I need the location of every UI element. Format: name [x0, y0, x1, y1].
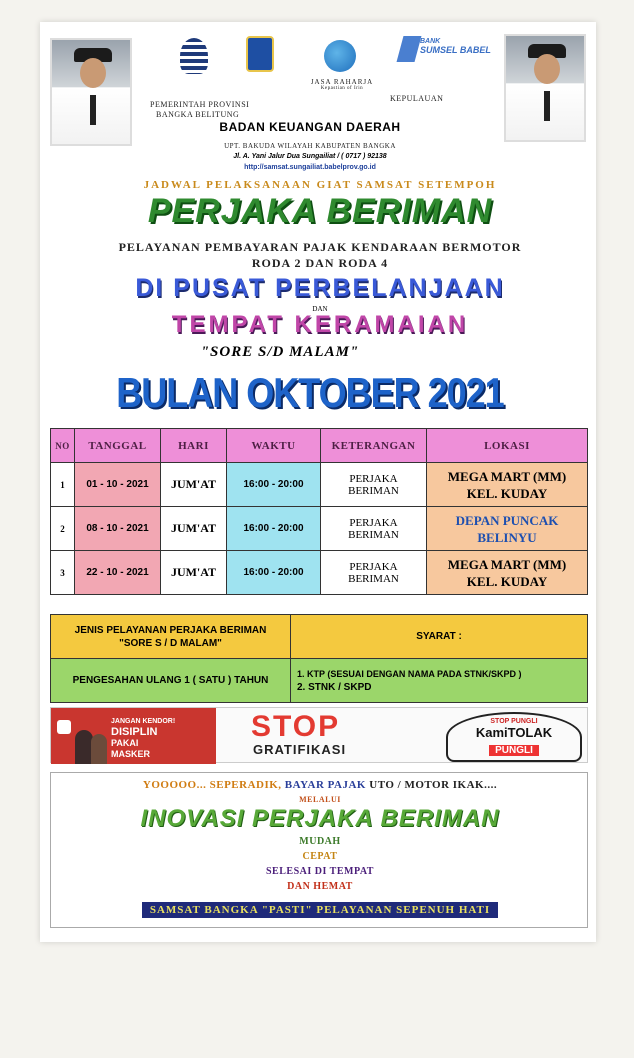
person-icon: [91, 734, 107, 764]
bank-logo-icon: [397, 36, 422, 62]
campaign-banners: [50, 707, 588, 763]
row-number: 3: [51, 551, 75, 595]
benefit-hemat: DAN HEMAT: [287, 881, 353, 892]
table-header-row: [51, 429, 588, 463]
row-number: 2: [51, 507, 75, 551]
government-name: PEMERINTAH PROVINSI BANGKA BELITUNG: [150, 100, 250, 119]
row-location: DEPAN PUNCAK BELINYU: [427, 507, 588, 551]
row-location: MEGA MART (MM) KEL. KUDAY: [427, 551, 588, 595]
stop-gratification-title: STOP: [251, 710, 341, 743]
bank-name: BANK SUMSEL BABEL: [420, 38, 491, 55]
service-description: PELAYANAN PEMBAYARAN PAJAK KENDARAAN BERMOTOR: [118, 240, 522, 254]
mask-campaign-banner: JANGAN KENDOR! DISIPLIN PAKAI MASKER: [51, 708, 216, 764]
validation-period: PENGESAHAN ULANG 1 ( SATU ) TAHUN: [51, 659, 291, 703]
vice-governor-photo: [504, 34, 586, 142]
header-waktu: WAKTU: [227, 429, 321, 463]
benefit-cepat: CEPAT: [302, 851, 338, 862]
benefit-mudah: MUDAH: [299, 836, 341, 847]
header-lokasi: LOKASI: [427, 429, 588, 463]
month-heading: BULAN OKTOBER 2021: [116, 368, 504, 416]
police-logo-icon: [180, 38, 208, 74]
gratification-label: GRATIFIKASI: [253, 742, 347, 757]
header-tanggal: TANGGAL: [75, 429, 161, 463]
upt-name: UPT. BAKUDA WILAYAH KABUPATEN BANGKA: [224, 142, 396, 150]
shield-icon: [57, 720, 71, 734]
row-time: 16:00 - 20:00: [227, 551, 321, 595]
service-type-cell: JENIS PELAYANAN PERJAKA BERIMAN "SORE S / D MALAM": [51, 615, 291, 659]
jasa-raharja-logo-icon: [324, 40, 356, 72]
website-url: http://samsat.sungailiat.babelprov.go.id: [244, 164, 376, 171]
promo-tagline: YOOOOO... SEPERADIK, BAYAR PAJAK UTO / MOTOR IKAK....: [142, 779, 498, 791]
kepulauan-label: KEPULAUAN: [390, 94, 444, 103]
promo-box: [50, 772, 588, 928]
row-day: JUM'AT: [161, 507, 227, 551]
table-row: [51, 463, 588, 507]
table-row: [51, 551, 588, 595]
location-heading-mall: DI PUSAT PERBELANJAAN: [135, 274, 505, 302]
office-address: Jl. A. Yani Jalur Dua Sungailiat / ( 0717 ) 92138: [233, 153, 387, 160]
samsat-slogan: SAMSAT BANGKA "PASTI" PELAYANAN SEPENUH HATI: [51, 900, 589, 918]
location-heading-crowd: TEMPAT KERAMAIAN: [171, 311, 469, 338]
innovation-title: INOVASI PERJAKA BERIMAN: [140, 805, 500, 832]
governor-photo: [50, 38, 132, 146]
row-date: 22 - 10 - 2021: [75, 551, 161, 595]
row-day: JUM'AT: [161, 463, 227, 507]
header-keterangan: KETERANGAN: [321, 429, 427, 463]
program-title: PERJAKA BERIMAN: [147, 192, 493, 230]
requirements-list: 1. KTP (SESUAI DENGAN NAMA PADA STNK/SKPD ) 2. STNK / SKPD: [291, 659, 588, 703]
requirements-table: [50, 614, 588, 703]
promo-melalui: MELALUI: [299, 795, 341, 804]
table-row: [51, 507, 588, 551]
time-range-heading: "SORE S/D MALAM": [200, 344, 360, 360]
province-emblem-icon: [246, 36, 274, 72]
header-no: NO: [51, 429, 75, 463]
row-description: PERJAKA BERIMAN: [321, 463, 427, 507]
vehicle-types: RODA 2 DAN RODA 4: [251, 256, 389, 270]
anti-extortion-badge: STOP PUNGLI KamiTOLAK PUNGLI: [446, 712, 582, 762]
row-description: PERJAKA BERIMAN: [321, 507, 427, 551]
row-day: JUM'AT: [161, 551, 227, 595]
benefit-selesai: SELESAI DI TEMPAT: [266, 866, 374, 877]
row-time: 16:00 - 20:00: [227, 463, 321, 507]
row-time: 16:00 - 20:00: [227, 507, 321, 551]
row-number: 1: [51, 463, 75, 507]
row-date: 01 - 10 - 2021: [75, 463, 161, 507]
jasa-raharja-name: JASA RAHARJA Kepastian of Irin: [310, 78, 374, 91]
row-location: MEGA MART (MM) KEL. KUDAY: [427, 463, 588, 507]
header-hari: HARI: [161, 429, 227, 463]
row-description: PERJAKA BERIMAN: [321, 551, 427, 595]
requirements-label: SYARAT :: [291, 615, 588, 659]
schedule-table: [50, 428, 588, 595]
schedule-heading: JADWAL PELAKSANAAN GIAT SAMSAT SETEMPOH: [143, 179, 497, 191]
conjunction-dan: DAN: [312, 305, 328, 313]
poster: [40, 22, 596, 942]
row-date: 08 - 10 - 2021: [75, 507, 161, 551]
agency-name: BADAN KEUANGAN DAERAH: [219, 120, 401, 134]
